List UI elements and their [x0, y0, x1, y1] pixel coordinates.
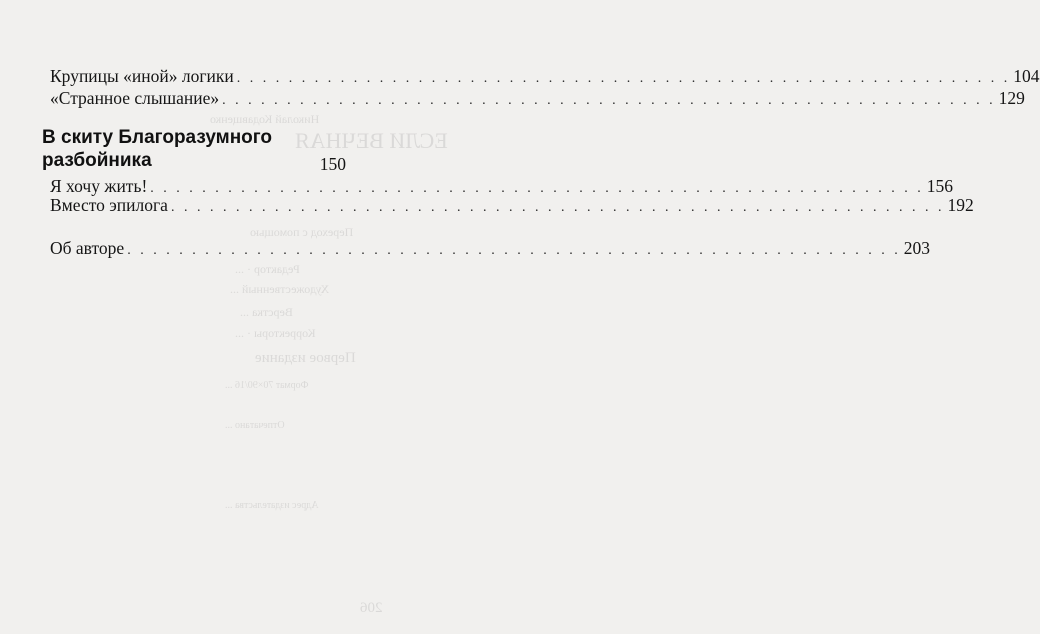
toc-entry-title: Вместо эпилога — [50, 195, 168, 215]
section-page-number: 150 — [319, 154, 346, 174]
toc-entry-about — [50, 238, 930, 261]
toc-entry-title: Об авторе — [50, 238, 125, 258]
toc-entry — [50, 88, 1025, 111]
toc-entry-page: 203 — [903, 238, 930, 258]
section-heading-line1: В скиту Благоразумного — [42, 127, 273, 148]
toc-entry-title: Я хочу жить! — [50, 176, 148, 196]
toc-entry — [50, 66, 1040, 89]
dot-leader — [171, 198, 945, 218]
toc-entry-title: Крупицы «иной» логики — [50, 66, 234, 86]
section-heading-line2: разбойника — [42, 150, 152, 171]
dot-leader — [222, 91, 996, 111]
section-page-entry — [202, 154, 346, 177]
toc-entry-title: «Странное слышание» — [50, 88, 220, 108]
toc-entry-page: 104 — [1013, 66, 1040, 86]
toc-entry — [50, 195, 974, 218]
dot-leader — [237, 69, 1011, 89]
page-show-through: Николай Кодавщенко ЕСЛИ ВЕЧНАЯ Переход с помощью Редактор · ... Художественный ... Верстка ... Корректоры · ... Первое издание Формат 70×90/16 ... Отпечатано ... Адрес издательства ... 206 — [210, 112, 448, 616]
toc-entry-page: 192 — [947, 195, 974, 215]
dot-leader — [127, 241, 901, 261]
toc-entry-page: 129 — [998, 88, 1025, 108]
toc-entry-page: 156 — [926, 176, 954, 196]
